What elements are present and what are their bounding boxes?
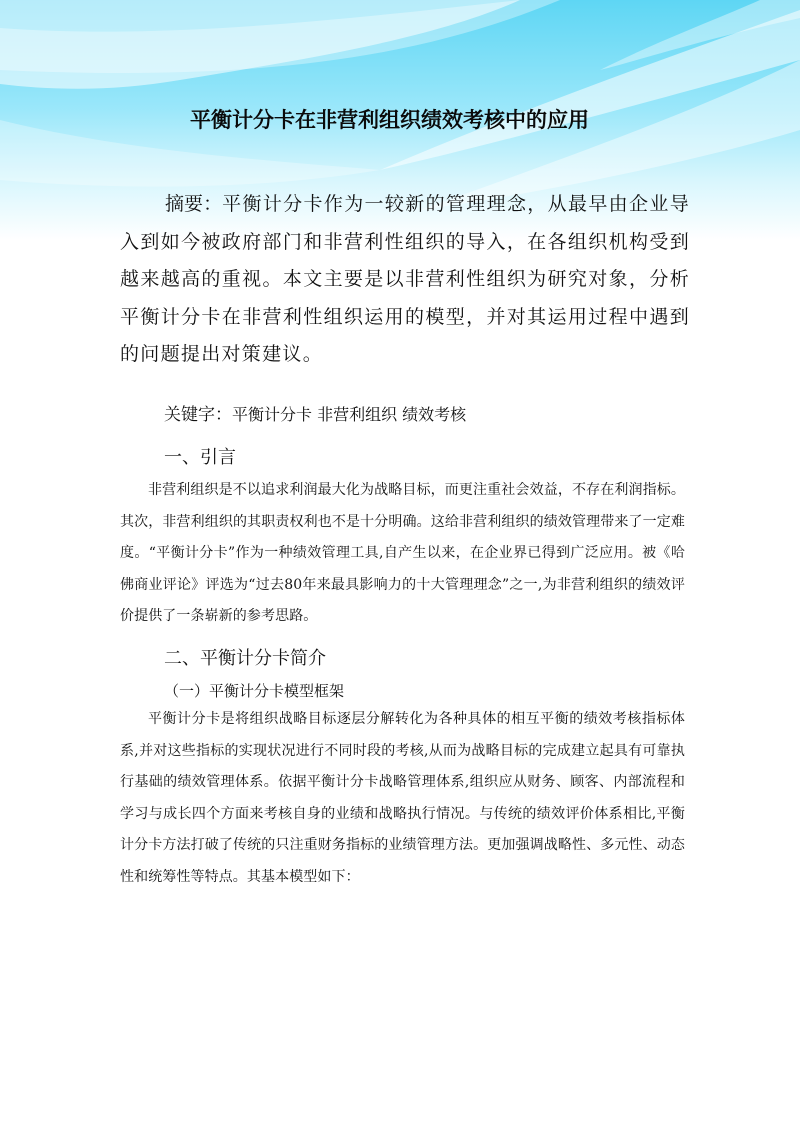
section-heading-introduction: 一、引言	[164, 447, 236, 468]
introduction-paragraph: 非营利组织是不以追求利润最大化为战略目标，而更注重社会效益，不存在利润指标。其次，非营利组织的其职责权利也不是十分明确。这给非营利组织的绩效管理带来了一定难度。“平衡计分卡”作为一种绩效管理工具,自产生以来，在企业界已得到广泛应用。被《哈佛商业评论》评选为“过去80年来最具影响力的十大管理理念”之一,为非营利组织的绩效评价提供了一条崭新的参考思路。	[120, 482, 685, 624]
model-framework-paragraph: 平衡计分卡是将组织战略目标逐层分解转化为各种具体的相互平衡的绩效考核指标体系,并对这些指标的实现状况进行不同时段的考核,从而为战略目标的完成建立起具有可靠执行基础的绩效管理体系。依据平衡计分卡战略管理体系,组织应从财务、顾客、内部流程和学习与成长四个方面来考核自身的业绩和战略执行情况。与传统的绩效评价体系相比,平衡计分卡方法打破了传统的只注重财务指标的业绩管理方法。更加强调战略性、多元性、动态性和统筹性等特点。其基本模型如下：	[120, 711, 685, 885]
abstract-paragraph	[120, 186, 690, 374]
keywords-label: 关键字：	[164, 405, 232, 425]
keywords-text: 平衡计分卡 非营利组织 绩效考核	[232, 405, 467, 424]
keywords-line	[164, 400, 466, 425]
document-title: 平衡计分卡在非营利组织绩效考核中的应用	[190, 108, 589, 132]
subsection-heading-model-framework: （一）平衡计分卡模型框架	[164, 682, 345, 700]
section-heading-bsc-intro: 二、平衡计分卡简介	[164, 648, 326, 669]
abstract-text: 平衡计分卡作为一较新的管理理念，从最早由企业导入到如今被政府部门和非营利性组织的导入，在各组织机构受到越来越高的重视。本文主要是以非营利性组织为研究对象，分析平衡计分卡在非营利性组织运用的模型，并对其运用过程中遇到的问题提出对策建议。	[120, 193, 690, 365]
abstract-label: 摘要：	[165, 193, 223, 215]
